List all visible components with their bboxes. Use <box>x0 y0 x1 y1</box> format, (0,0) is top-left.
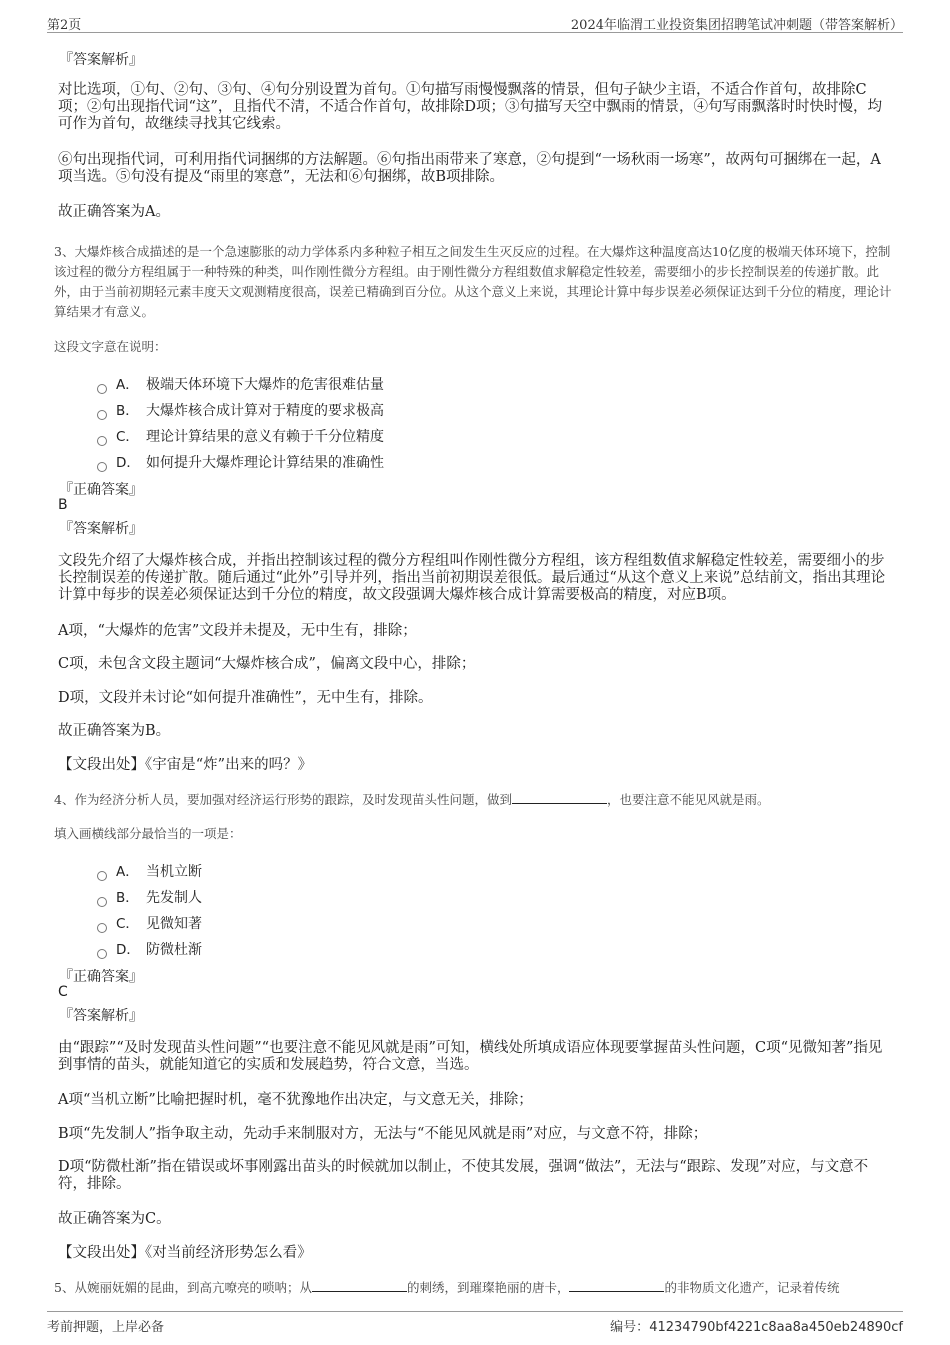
q4-option-c[interactable] <box>97 912 202 930</box>
page-number: 第2页 <box>47 18 82 33</box>
radio-icon[interactable] <box>97 384 107 394</box>
q2-analysis-para-1: 对比选项，①句、②句、③句、④句分别设置为首句。①句描写雨慢慢飘落的情景，但句子缺少主语，不适合作首句，故排除C项；②句出现指代词“这”，且指代不清，不适合作首句，故排除D项；③句描写天空中飘雨的情景，④句写雨飘落时时快时慢，均可作为首句，故继续寻找其它线索。 <box>58 82 882 132</box>
document-title: 2024年临渭工业投资集团招聘笔试冲刺题（带答案解析） <box>570 18 903 33</box>
q4-analysis-label: 『答案解析』 <box>59 1008 143 1024</box>
q3-correct-answer: 故正确答案为B。 <box>58 723 171 739</box>
option-letter: D． <box>116 942 140 958</box>
q2-correct-answer: 故正确答案为A。 <box>58 204 170 220</box>
q3-correct-value: B <box>58 497 68 513</box>
q4-source: 【文段出处】《对当前经济形势怎么看》 <box>58 1245 312 1261</box>
option-letter: D． <box>116 455 140 471</box>
q5-stem <box>54 1278 896 1298</box>
q4-analysis-para-4: D项“防微杜渐”指在错误或坏事刚露出苗头的时候就加以制止，不使其发展，强调“做法”，无法与“跟踪、发现”对应，与文意不符，排除。 <box>58 1159 869 1192</box>
q4-option-b[interactable] <box>97 886 202 904</box>
fill-blank <box>569 1279 664 1292</box>
q3-analysis-para-1: 文段先介绍了大爆炸核合成，并指出控制该过程的微分方程组叫作刚性微分方程组，该方程组数值求解稳定性较差，需要细小的步长控制误差的传递扩散。随后通过“此外”引导并列，指出当前初期误差很低。最后通过“从这个意义上来说”总结前文，指出其理论计算中每步的误差必须保证达到千分位的精度，故文段强调大爆炸核合成计算需要极高的精度，对应B项。 <box>58 553 886 603</box>
q5-part-2: 的刺绣，到璀璨艳丽的唐卡， <box>406 1280 570 1295</box>
q2-analysis-para-2: ⑥句出现指代词，可利用指代词捆绑的方法解题。⑥句指出雨带来了寒意，②句提到“一场秋雨一场寒”，故两句可捆绑在一起，A项当选。⑤句没有提及“雨里的寒意”，无法和⑥句捆绑，故B项排除。 <box>58 152 881 185</box>
q5-part-3: 的非物质文化遗产，记录着传统 <box>664 1280 840 1295</box>
q3-analysis-para-4: D项，文段并未讨论“如何提升准确性”，无中生有，排除。 <box>58 690 433 706</box>
option-text: 先发制人 <box>146 890 202 906</box>
document-id-label: 编号： <box>610 1320 650 1335</box>
fill-blank <box>312 1279 407 1292</box>
option-letter: C． <box>116 916 139 932</box>
document-id-value: 41234790bf4221c8aa8a450eb24890cf <box>649 1320 903 1335</box>
radio-icon[interactable] <box>97 897 107 907</box>
q2-analysis-label: 『答案解析』 <box>59 52 143 68</box>
q3-prompt: 这段文字意在说明： <box>54 339 167 354</box>
document-id <box>610 1316 903 1335</box>
page-header <box>47 12 903 33</box>
option-text: 理论计算结果的意义有赖于千分位精度 <box>146 429 384 445</box>
radio-icon[interactable] <box>97 923 107 933</box>
option-text: 大爆炸核合成计算对于精度的要求极高 <box>146 403 384 419</box>
q4-analysis-para-3: B项“先发制人”指争取主动，先动手来制服对方，无法与“不能见风就是雨”对应，与文意不符，排除； <box>58 1126 708 1142</box>
q4-analysis-para-1: 由“跟踪”“及时发现苗头性问题”“也要注意不能见风就是雨”可知，横线处所填成语应体现要掌握苗头性问题，C项“见微知著”指见到事情的苗头，就能知道它的实质和发展趋势，符合文意，当选。 <box>58 1040 883 1073</box>
q4-correct-value: C <box>58 984 68 1000</box>
radio-icon[interactable] <box>97 871 107 881</box>
q3-analysis-label: 『答案解析』 <box>59 521 143 537</box>
q3-correct-label: 『正确答案』 <box>59 482 143 498</box>
q4-stem-after: ，也要注意不能见风就是雨。 <box>606 792 770 807</box>
q4-stem <box>54 790 896 810</box>
option-letter: B． <box>116 890 139 906</box>
q4-prompt: 填入画横线部分最恰当的一项是： <box>54 826 242 841</box>
q3-stem: 3、大爆炸核合成描述的是一个急速膨胀的动力学体系内多种粒子相互之间发生生灭反应的过程。在大爆炸这种温度高达10亿度的极端天体环境下，控制该过程的微分方程组属于一种特殊的种类，叫作刚性微分方程组。由于刚性微分方程组数值求解稳定性较差，需要细小的步长控制误差的传递扩散。此外，由于当前初期轻元素丰度天文观测精度很高，误差已精确到百分位。从这个意义上来说，其理论计算中每步误差必须保证达到千分位的精度，理论计算结果才有意义。 <box>54 244 892 319</box>
q3-option-d[interactable] <box>97 451 384 469</box>
option-letter: A． <box>116 377 139 393</box>
q3-option-b[interactable] <box>97 399 384 417</box>
option-text: 极端天体环境下大爆炸的危害很难估量 <box>146 377 384 393</box>
q4-option-a[interactable] <box>97 860 202 878</box>
radio-icon[interactable] <box>97 436 107 446</box>
radio-icon[interactable] <box>97 410 107 420</box>
radio-icon[interactable] <box>97 462 107 472</box>
option-letter: A． <box>116 864 139 880</box>
q4-correct-label: 『正确答案』 <box>59 969 143 985</box>
q3-analysis-para-2: A项，“大爆炸的危害”文段并未提及，无中生有，排除； <box>58 623 417 639</box>
footer-slogan: 考前押题，上岸必备 <box>47 1320 165 1335</box>
page-footer <box>47 1311 903 1334</box>
option-text: 见微知著 <box>146 916 202 932</box>
option-text: 如何提升大爆炸理论计算结果的准确性 <box>146 455 384 471</box>
q4-correct-answer: 故正确答案为C。 <box>58 1211 171 1227</box>
option-letter: C． <box>116 429 139 445</box>
q4-option-d[interactable] <box>97 938 202 956</box>
option-text: 防微杜渐 <box>146 942 202 958</box>
radio-icon[interactable] <box>97 949 107 959</box>
q4-stem-before: 4、作为经济分析人员，要加强对经济运行形势的跟踪，及时发现苗头性问题，做到 <box>54 792 512 807</box>
q3-source: 【文段出处】《宇宙是“炸”出来的吗？》 <box>58 757 313 773</box>
option-letter: B． <box>116 403 139 419</box>
q3-option-a[interactable] <box>97 373 384 391</box>
q5-part-1: 5、从婉丽妩媚的昆曲，到高亢嘹亮的唢呐；从 <box>54 1280 312 1295</box>
q3-analysis-para-3: C项，未包含文段主题词“大爆炸核合成”，偏离文段中心，排除； <box>58 656 476 672</box>
option-text: 当机立断 <box>146 864 202 880</box>
fill-blank <box>512 791 607 804</box>
q3-option-c[interactable] <box>97 425 384 443</box>
q4-analysis-para-2: A项“当机立断”比喻把握时机，毫不犹豫地作出决定，与文意无关，排除； <box>58 1092 533 1108</box>
